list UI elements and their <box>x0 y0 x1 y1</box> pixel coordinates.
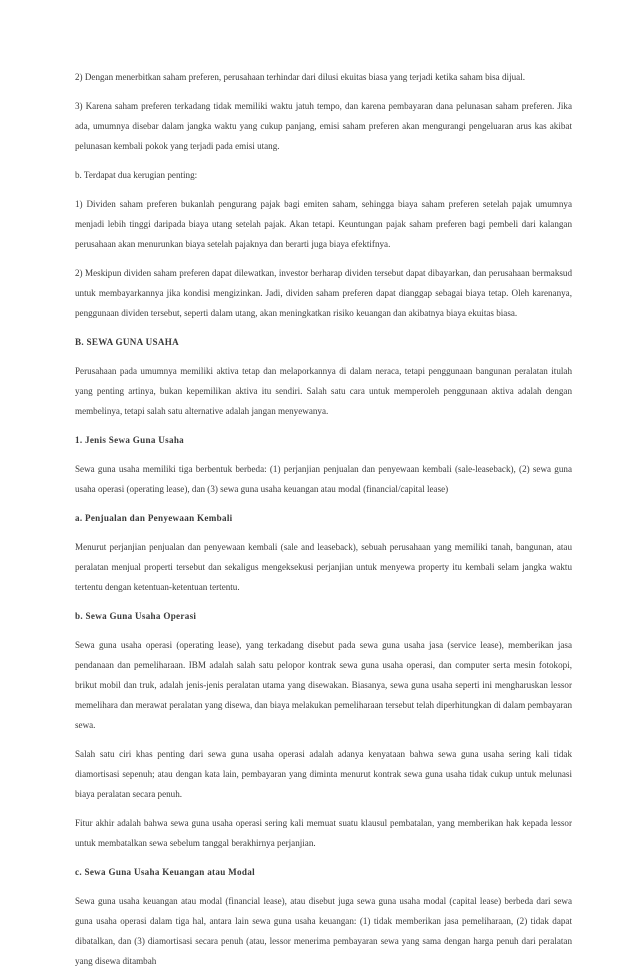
paragraph: 2) Meskipun dividen saham preferen dapat dilewatkan, investor berharap dividen tersebut dapat dibayarkan, dan perusahaan bermaksud untuk membayarkannya jika kondisi mengizinkan. Jadi, dividen saham preferen dapat dianggap sebagai biaya tetap. Oleh karenanya, penggunaan dividen tersebut, seperti dalam utang, akan meningkatkan risiko keuangan dan akibatnya biaya ekuitas biasa. <box>75 268 572 318</box>
section-heading: B. SEWA GUNA USAHA <box>75 337 179 347</box>
paragraph: Perusahaan pada umumnya memiliki aktiva tetap dan melaporkannya di dalam neraca, tetapi penggunaan bangunan peralatan itulah yang penting artinya, bukan kepemilikan aktiva itu sendiri. Salah satu cara untuk memperoleh penggunaan aktiva adalah dengan membelinya, tetapi salah satu alternative adalah jangan menyewanya. <box>75 366 572 416</box>
paragraph: Sewa guna usaha operasi (operating lease), yang terkadang disebut pada sewa guna usaha jasa (service lease), memberikan jasa pendanaan dan pemeliharaan. IBM adalah salah satu pelopor kontrak sewa guna usaha operasi, dan computer serta mesin fotokopi, brikut mobil dan truk, adalah jenis-jenis peralatan utama yang disewakan. Biasanya, sewa guna usaha seperti ini mengharuskan lessor memelihara dan merawat peralatan yang disewa, dan biaya melakukan pemeliharaan tersebut telah diperhitungkan di dalam pembayaran sewa. <box>75 640 572 730</box>
paragraph: Sewa guna usaha keuangan atau modal (financial lease), atau disebut juga sewa guna usaha modal (capital lease) berbeda dari sewa guna usaha operasi dalam tiga hal, antara lain sewa guna usaha keuangan: (1) tidak memberikan jasa pemeliharaan, (2) tidak dapat dibatalkan, dan (3) diamortisasi secara penuh (atau, lessor menerima pembayaran sewa yang sama dengan harga penuh dari peralatan yang disewa ditambah <box>75 896 572 966</box>
subsection-heading: a. Penjualan dan Penyewaan Kembali <box>75 513 233 523</box>
subsection-heading: b. Sewa Guna Usaha Operasi <box>75 611 197 621</box>
subsection-heading: c. Sewa Guna Usaha Keuangan atau Modal <box>75 867 255 877</box>
paragraph: 3) Karena saham preferen terkadang tidak memiliki waktu jatuh tempo, dan karena pembayaran dana pelunasan saham preferen. Jika ada, umumnya disebar dalam jangka waktu yang cukup panjang, emisi saham preferen akan mengurangi pengeluaran arus kas akibat pelunasan kembali pokok yang terjadi pada emisi utang. <box>75 101 572 151</box>
paragraph: Sewa guna usaha memiliki tiga berbentuk berbeda: (1) perjanjian penjualan dan penyewaan kembali (sale-leaseback), (2) sewa guna usaha operasi (operating lease), dan (3) sewa guna usaha keuangan atau modal (financial/capital lease) <box>75 464 572 494</box>
paragraph: b. Terdapat dua kerugian penting: <box>75 170 198 180</box>
paragraph: 2) Dengan menerbitkan saham preferen, perusahaan terhindar dari dilusi ekuitas biasa yang terjadi ketika saham bisa dijual. <box>75 72 525 82</box>
section-heading: 1. Jenis Sewa Guna Usaha <box>75 435 185 445</box>
paragraph: Menurut perjanjian penjualan dan penyewaan kembali (sale and leaseback), sebuah perusahaan yang memiliki tanah, bangunan, atau peralatan menjual properti tersebut dan sekaligus mengeksekusi perjanjian untuk menyewa property itu kembali selam jangka waktu tertentu dengan ketentuan-ketentuan tertentu. <box>75 542 572 592</box>
paragraph: Fitur akhir adalah bahwa sewa guna usaha operasi sering kali memuat suatu klausul pembatalan, yang memberikan hak kepada lessor untuk membatalkan sewa sebelum tanggal berakhirnya perjanjian. <box>75 818 572 848</box>
paragraph: Salah satu ciri khas penting dari sewa guna usaha operasi adalah adanya kenyataan bahwa sewa guna usaha sering kali tidak diamortisasi sepenuh; atau dengan kata lain, pembayaran yang diminta menurut kontrak sewa guna usaha tidak cukup untuk melunasi biaya peralatan secara penuh. <box>75 749 572 799</box>
paragraph: 1) Dividen saham preferen bukanlah pengurang pajak bagi emiten saham, sehingga biaya saham preferen setelah pajak umumnya menjadi lebih tinggi daripada biaya utang setelah pajak. Akan tetapi. Keuntungan pajak saham preferen bagi pembeli dari kalangan perusahaan akan menurunkan biaya setelah pajaknya dan berarti juga biaya efektifnya. <box>75 199 572 249</box>
